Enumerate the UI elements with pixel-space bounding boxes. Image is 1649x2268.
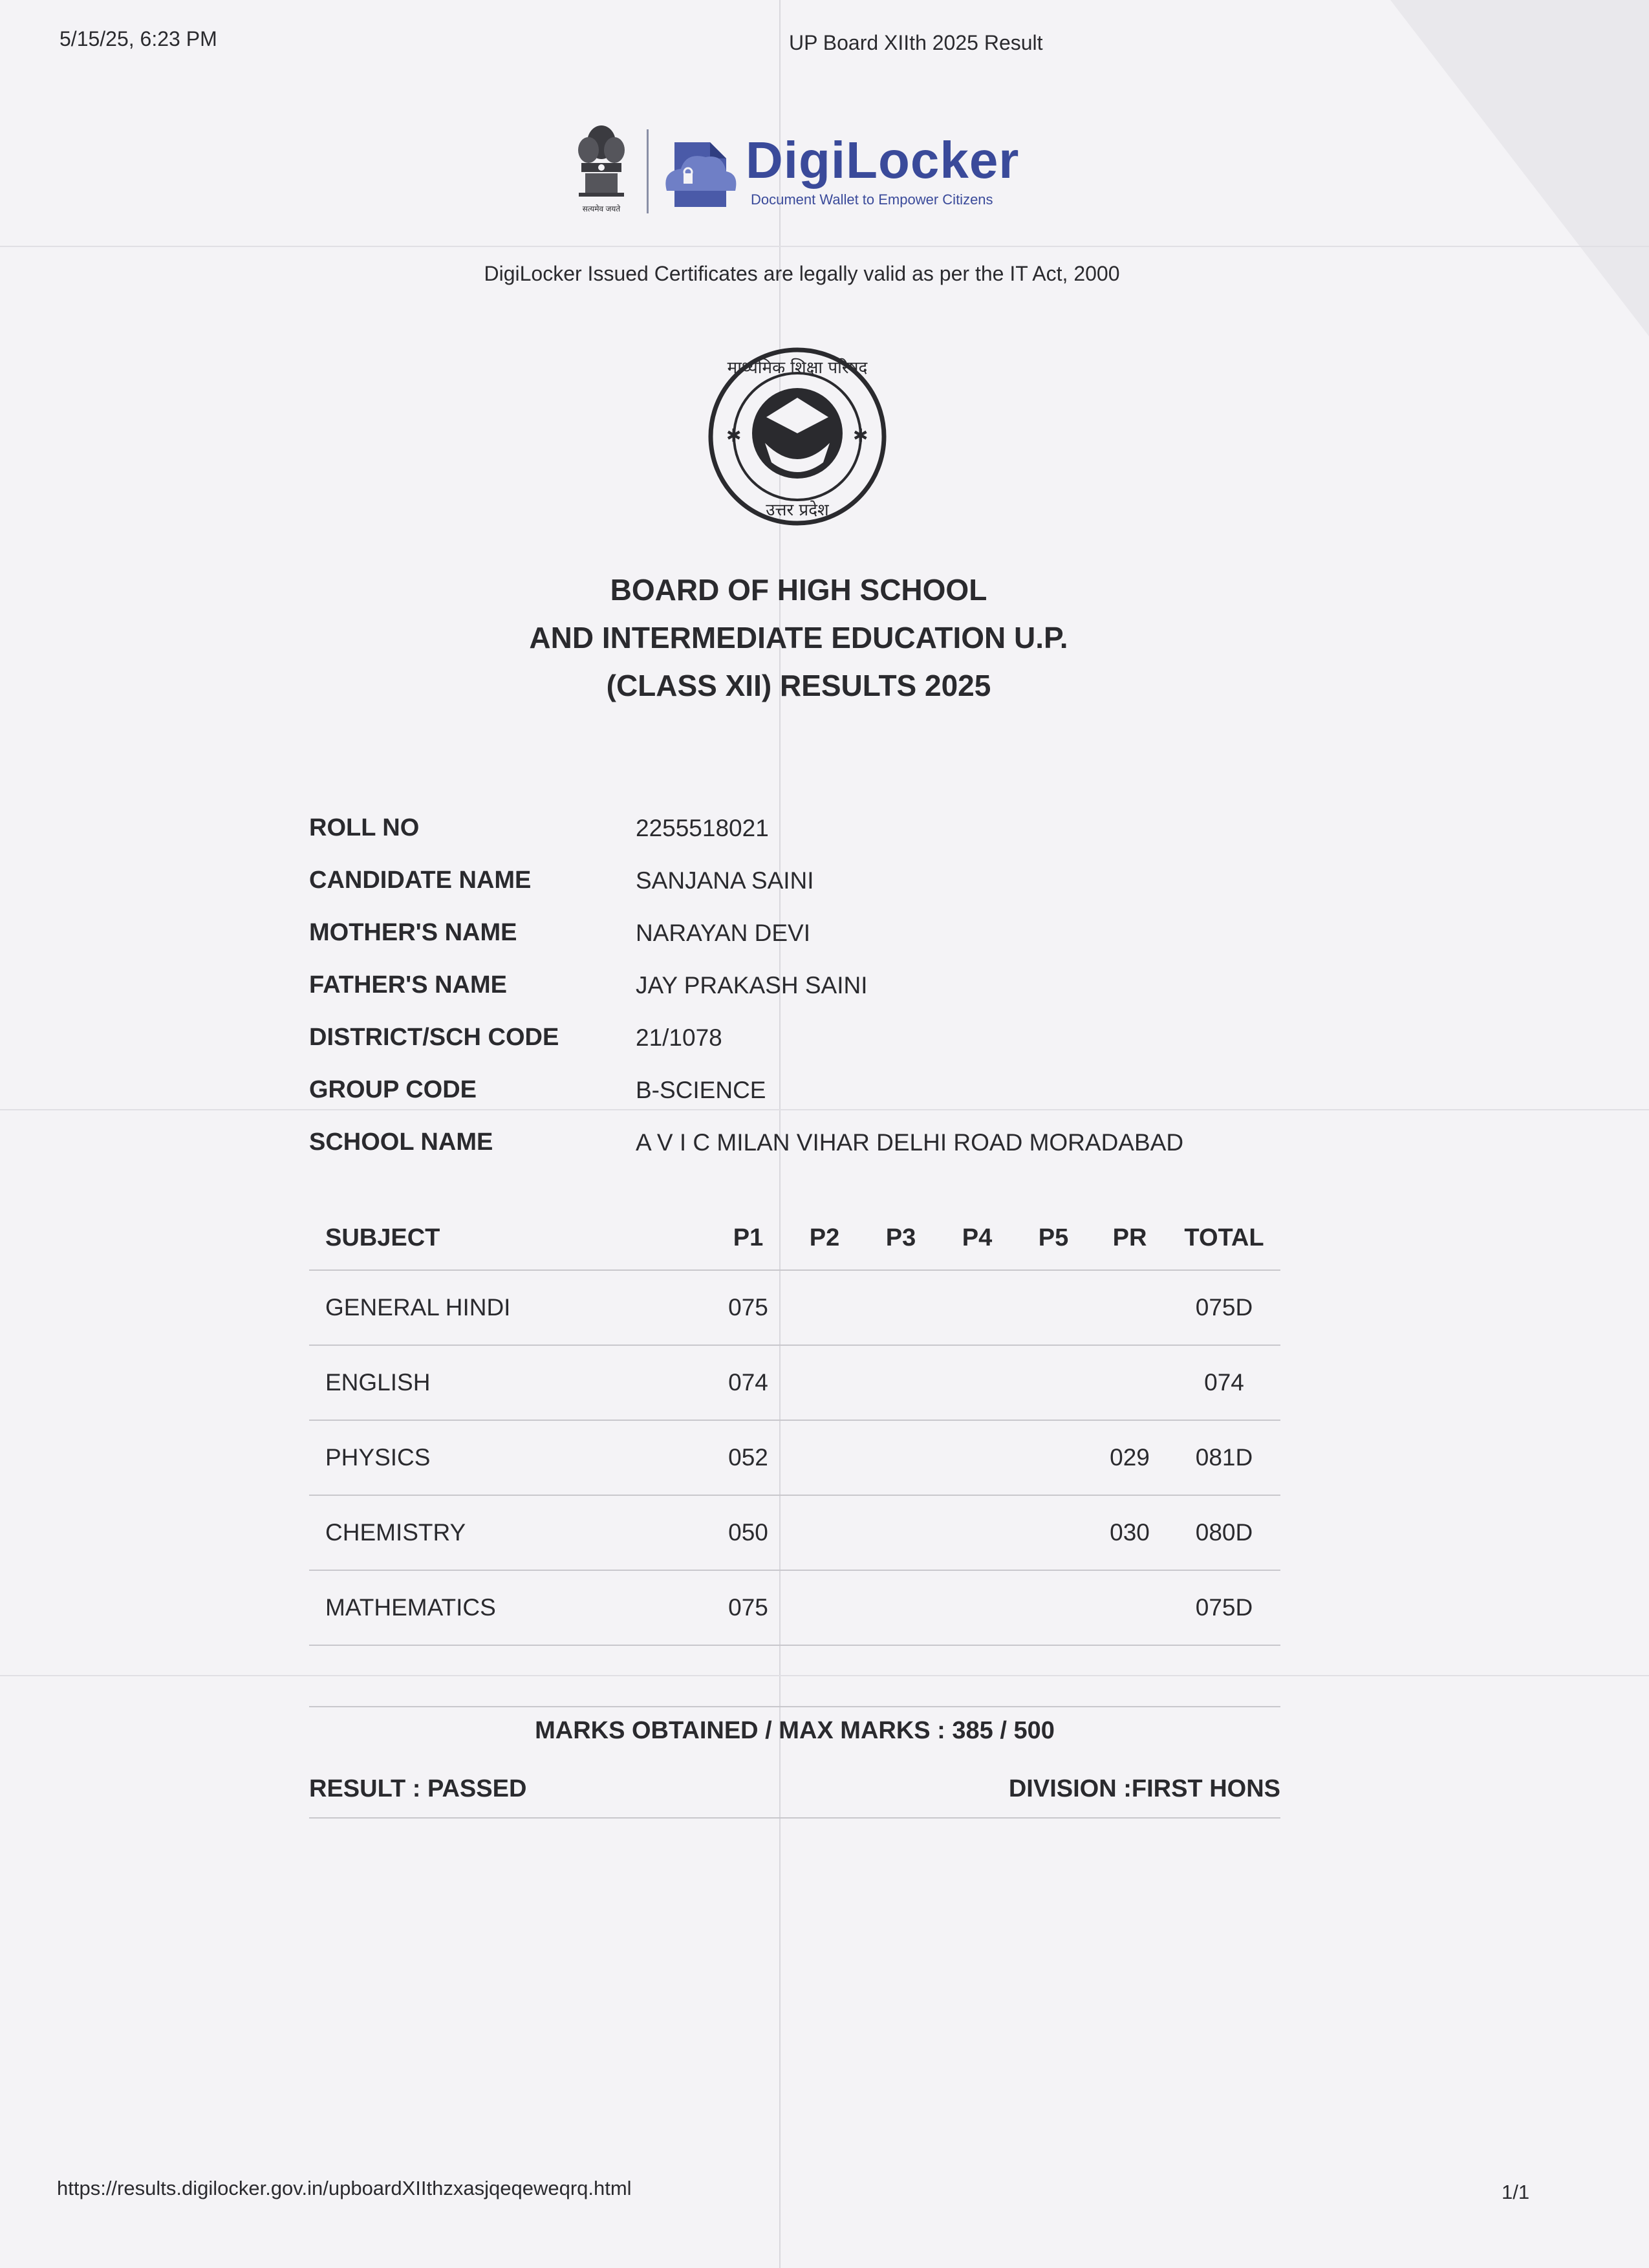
emblem-motto: सत्यमेव जयते	[582, 204, 621, 213]
table-row	[309, 1345, 1280, 1420]
detail-row-candidate-name	[309, 854, 1183, 907]
heading-line-2: AND INTERMEDIATE EDUCATION U.P.	[529, 621, 1068, 654]
mark-cell	[1015, 1270, 1092, 1345]
mark-cell: 074	[710, 1345, 786, 1420]
svg-text:✱: ✱	[853, 426, 868, 446]
folded-corner	[1390, 0, 1649, 336]
marks-header-row	[309, 1206, 1280, 1270]
column-header: SUBJECT	[309, 1206, 710, 1270]
mark-cell	[863, 1570, 939, 1645]
brand-name: DigiLocker	[746, 131, 1020, 189]
detail-label: ROLL NO	[309, 814, 420, 841]
detail-label: MOTHER'S NAME	[309, 919, 517, 946]
subject-cell: MATHEMATICS	[309, 1570, 710, 1645]
column-header: TOTAL	[1168, 1206, 1280, 1270]
divider	[309, 1817, 1280, 1819]
detail-value: A V I C MILAN VIHAR DELHI ROAD MORADABAD	[636, 1129, 1184, 1156]
mark-cell	[1092, 1345, 1168, 1420]
mark-cell	[786, 1345, 863, 1420]
subject-cell: PHYSICS	[309, 1420, 710, 1495]
seal-text-bottom: उत्तर प्रदेश	[766, 501, 829, 520]
detail-label: GROUP CODE	[309, 1076, 477, 1103]
detail-label: CANDIDATE NAME	[309, 867, 532, 894]
column-header: P5	[1015, 1206, 1092, 1270]
subject-cell: ENGLISH	[309, 1345, 710, 1420]
mark-cell	[863, 1495, 939, 1570]
board-seal-icon	[707, 346, 888, 527]
detail-row-roll-no	[309, 802, 1183, 854]
marks-table	[309, 1206, 1280, 1646]
heading-line-1: BOARD OF HIGH SCHOOL	[610, 573, 987, 607]
detail-row-fathers-name	[309, 959, 1183, 1011]
detail-value: SANJANA SAINI	[636, 867, 814, 894]
division: DIVISION :FIRST HONS	[1008, 1775, 1280, 1802]
svg-text:✱: ✱	[726, 426, 742, 446]
candidate-details	[309, 802, 1183, 1169]
digilocker-cloud-icon	[662, 129, 739, 213]
marks-summary: MARKS OBTAINED / MAX MARKS : 385 / 500	[535, 1717, 1055, 1744]
total-cell: 075D	[1168, 1270, 1280, 1345]
mark-cell	[786, 1495, 863, 1570]
mark-cell	[1015, 1345, 1092, 1420]
mark-cell	[786, 1570, 863, 1645]
mark-cell	[939, 1495, 1015, 1570]
detail-row-school-name	[309, 1116, 1183, 1169]
detail-value: B-SCIENCE	[636, 1076, 766, 1103]
total-cell: 080D	[1168, 1495, 1280, 1570]
detail-label: SCHOOL NAME	[309, 1129, 493, 1156]
mark-cell	[939, 1345, 1015, 1420]
mark-cell: 075	[710, 1570, 786, 1645]
mark-cell	[863, 1270, 939, 1345]
mark-cell	[1092, 1570, 1168, 1645]
mark-cell	[939, 1270, 1015, 1345]
detail-row-mothers-name	[309, 907, 1183, 959]
divider	[309, 1706, 1280, 1707]
mark-cell: 050	[710, 1495, 786, 1570]
lion-capital-icon	[572, 123, 630, 200]
mark-cell: 052	[710, 1420, 786, 1495]
total-cell: 081D	[1168, 1420, 1280, 1495]
total-cell: 074	[1168, 1345, 1280, 1420]
table-row	[309, 1420, 1280, 1495]
national-emblem	[569, 123, 634, 220]
mark-cell	[939, 1420, 1015, 1495]
detail-label: DISTRICT/SCH CODE	[309, 1024, 559, 1051]
mark-cell: 030	[1092, 1495, 1168, 1570]
mark-cell	[863, 1345, 939, 1420]
mark-cell	[786, 1420, 863, 1495]
fold-crease	[0, 1675, 1649, 1676]
mark-cell	[1015, 1570, 1092, 1645]
seal-text-top: माध्यमिक शिक्षा परिषद	[727, 358, 868, 378]
brand-tagline: Document Wallet to Empower Citizens	[751, 191, 993, 208]
mark-cell: 075	[710, 1270, 786, 1345]
table-row	[309, 1270, 1280, 1345]
mark-cell	[786, 1270, 863, 1345]
detail-value: NARAYAN DEVI	[636, 919, 811, 946]
detail-row-district-code	[309, 1011, 1183, 1064]
mark-cell	[1015, 1420, 1092, 1495]
table-row	[309, 1570, 1280, 1645]
column-header: PR	[1092, 1206, 1168, 1270]
print-datetime: 5/15/25, 6:23 PM	[59, 27, 217, 50]
subject-cell: CHEMISTRY	[309, 1495, 710, 1570]
fold-crease	[0, 246, 1649, 247]
total-cell: 075D	[1168, 1570, 1280, 1645]
result-row	[309, 1775, 1280, 1803]
mark-cell	[939, 1570, 1015, 1645]
detail-row-group-code	[309, 1064, 1183, 1116]
result-status: RESULT : PASSED	[309, 1775, 527, 1802]
detail-value: 21/1078	[636, 1024, 722, 1051]
legal-validity-note: DigiLocker Issued Certificates are legally valid as per the IT Act, 2000	[484, 262, 1120, 285]
mark-cell	[1092, 1270, 1168, 1345]
table-row	[309, 1495, 1280, 1570]
result-heading	[0, 566, 1597, 709]
mark-cell: 029	[1092, 1420, 1168, 1495]
digilocker-brand	[746, 131, 1020, 208]
logo-divider	[647, 129, 649, 213]
header-logos	[569, 123, 1019, 220]
column-header: P1	[710, 1206, 786, 1270]
column-header: P2	[786, 1206, 863, 1270]
column-header: P4	[939, 1206, 1015, 1270]
print-page-title: UP Board XIIth 2025 Result	[789, 31, 1043, 54]
print-url: https://results.digilocker.gov.in/upboardXIIthzxasjqeqeweqrq.html	[57, 2177, 632, 2199]
detail-label: FATHER'S NAME	[309, 971, 508, 999]
detail-value: 2255518021	[636, 814, 769, 841]
mark-cell	[863, 1420, 939, 1495]
mark-cell	[1015, 1495, 1092, 1570]
column-header: P3	[863, 1206, 939, 1270]
heading-line-3: (CLASS XII) RESULTS 2025	[606, 669, 991, 702]
page-number: 1/1	[1502, 2181, 1530, 2203]
subject-cell: GENERAL HINDI	[309, 1270, 710, 1345]
detail-value: JAY PRAKASH SAINI	[636, 971, 868, 999]
